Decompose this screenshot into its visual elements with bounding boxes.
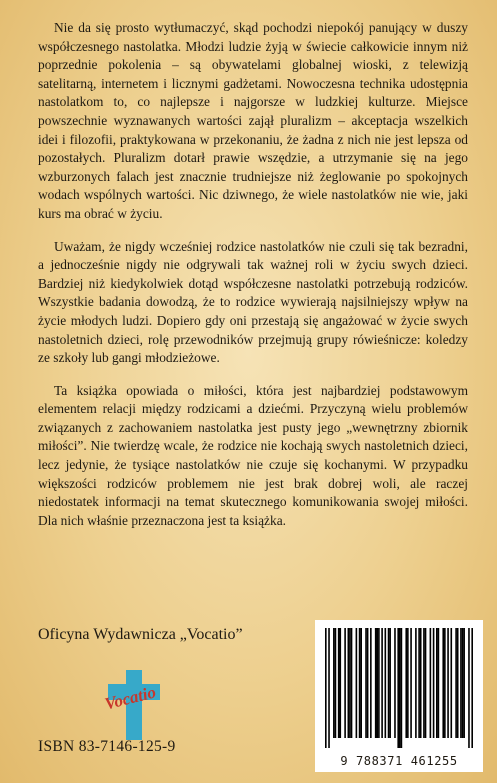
barcode-bar <box>430 628 432 738</box>
barcode-bar <box>394 628 396 738</box>
barcode-bar <box>370 628 372 738</box>
barcode-bar <box>462 628 464 738</box>
barcode-bar <box>339 628 341 738</box>
barcode-bar <box>344 628 346 738</box>
paragraph-3: Ta książka opowiada o miłości, która jest najbardziej podstawowym elementem relacji między rodzicami a dziećmi. Przyczyną wielu problemów związanych z zachowaniem nastolatka jest pusty jego „wewnętrzny zbiornik miłości”. Nie twierdzę wcale, że rodzice nie kochają swych nastoletnich dzieci, lecz jedynie, że tysiące nastolatków nie czuje się kochanymi. W przypadku większości rodziców problemem nie jest brak dobrej woli, ale raczej niedostatek informacji na temat skutecznego komunikowania swojej miłości. Dla nich właśnie przeznaczona jest ta książka. <box>38 382 468 528</box>
barcode-bar <box>438 628 440 738</box>
barcode-bar <box>378 628 380 738</box>
paragraph-2: Uważam, że nigdy wcześniej rodzice nastolatków nie czuli się tak bezradni, a jednocześnie nigdy nie odgrywali tak ważnej roli w życiu swych dzieci. Bardziej niż kiedykolwiek dotąd współczesne nastolatki potrzebują rodziców. Wszystkie badania dowodzą, że to rodzice wywierają najsilniejszy wpływ na życie młodych ludzi. Dopiero gdy oni przestają się angażować w życie swych nastoletnich dzieci, rolę przewodników przejmują grupy rówieśnicze: koledzy ze szkoły lub gangi młodzieżowe. <box>38 238 468 366</box>
barcode-bar <box>389 628 391 738</box>
barcode-bar <box>397 628 399 748</box>
barcode-bar <box>471 628 473 748</box>
barcode-bar <box>349 628 351 738</box>
barcode-bar <box>335 628 337 738</box>
barcode <box>315 620 483 772</box>
barcode-bar <box>450 628 452 738</box>
barcode-bar <box>399 628 401 748</box>
barcode-bar <box>360 628 362 738</box>
logo-text: Vocatio <box>102 682 158 714</box>
barcode-bar <box>460 628 462 738</box>
barcode-bar <box>442 628 444 738</box>
barcode-bar <box>325 628 327 748</box>
barcode-bar <box>359 628 361 738</box>
barcode-bar <box>436 628 438 738</box>
barcode-bar <box>348 628 350 738</box>
barcode-bar <box>418 628 420 738</box>
barcode-bar <box>420 628 422 738</box>
barcode-bar <box>376 628 378 738</box>
barcode-bar <box>367 628 369 738</box>
barcode-bar <box>401 628 403 748</box>
barcode-bars <box>325 628 473 748</box>
barcode-bar <box>333 628 335 738</box>
barcode-bar <box>468 628 470 748</box>
barcode-bar <box>388 628 390 738</box>
barcode-bar <box>410 628 412 738</box>
barcode-bar <box>447 628 449 738</box>
barcode-bar <box>356 628 358 738</box>
barcode-bar <box>457 628 459 738</box>
barcode-bar <box>405 628 407 738</box>
vocatio-logo <box>96 662 176 744</box>
barcode-bar <box>415 628 417 738</box>
paragraph-1: Nie da się prosto wytłumaczyć, skąd pochodzi niepokój panujący w duszy współczesnego nastolatka. Młodzi ludzie żyją w świecie całkowicie innym niż poprzednie pokolenia – są obywatelami globalnej wioski, z telewizją satelitarną, internetem i licznymi gadżetami. Nowoczesna technika udostępnia nastolatkom to, co najlepsze i najgorsze w ludzkiej kulturze. Miejsce powszechnie wyznawanych wartości zajął pluralizm – akceptacja wszelkich idei i filozofii, praktykowana w przekonaniu, że żadna z nich nie jest lepsza od pozostałych. Pluralizm dotarł prawie wszędzie, a utrzymanie się na jego wzburzonych falach jest znacznie trudniejsze niż żeglowanie po spokojnych wodach wspólnych wartości. Nic dziwnego, że wiele nastolatków nie wie, jaki kurs ma obrać w życiu. <box>38 20 468 221</box>
isbn: ISBN 83-7146-125-9 <box>38 738 176 755</box>
barcode-digits: 9 788371 461255 <box>340 754 458 768</box>
barcode-bar <box>385 628 387 738</box>
barcode-bar <box>433 628 435 738</box>
barcode-bar <box>381 628 383 738</box>
barcode-bar <box>463 628 465 738</box>
barcode-bar <box>375 628 377 738</box>
barcode-bar <box>338 628 340 738</box>
barcode-bar <box>455 628 457 738</box>
barcode-bar <box>351 628 353 738</box>
publisher-name: Oficyna Wydawnicza „Vocatio” <box>38 626 243 643</box>
blurb-text <box>38 19 468 544</box>
barcode-bar <box>425 628 427 738</box>
barcode-bar <box>365 628 367 738</box>
barcode-bar <box>423 628 425 738</box>
barcode-bar <box>407 628 409 738</box>
barcode-bar <box>328 628 330 748</box>
barcode-bar <box>444 628 446 738</box>
